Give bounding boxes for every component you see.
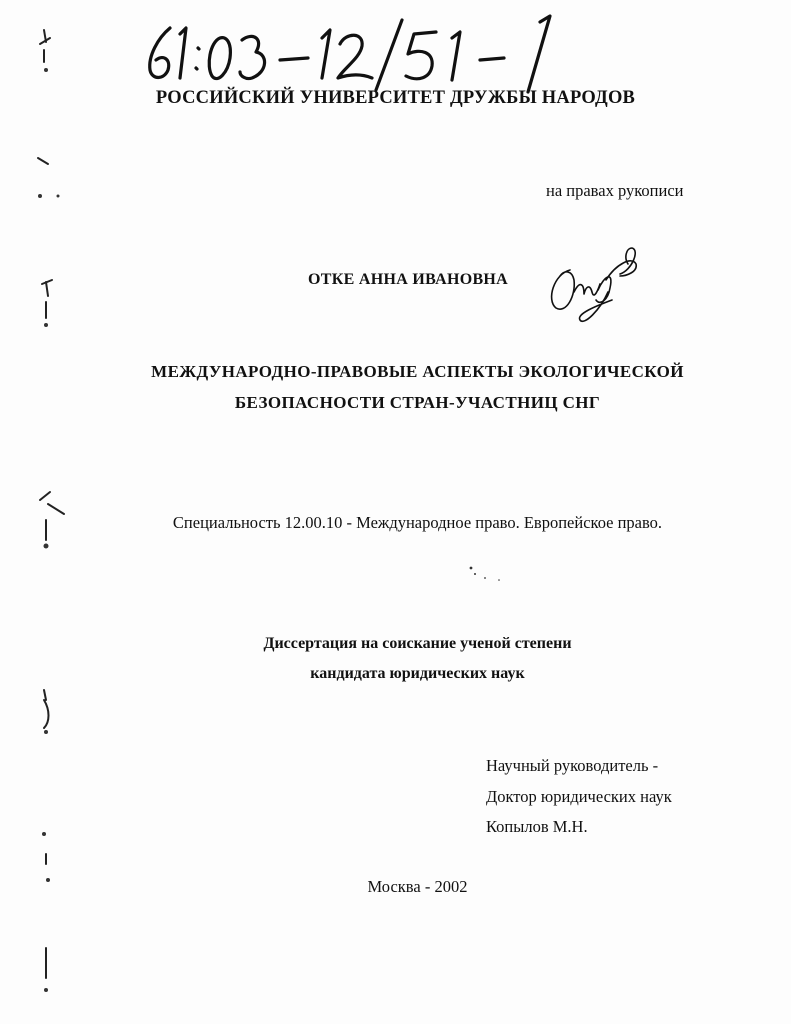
handwritten-catalog-code — [140, 8, 580, 100]
supervisor-name: Копылов М.Н. — [486, 817, 588, 836]
author-signature — [540, 240, 650, 330]
binding-margin-marks — [28, 0, 78, 1024]
supervisor-degree: Доктор юридических наук — [486, 787, 672, 806]
thesis-title-line-2: БЕЗОПАСНОСТИ СТРАН-УЧАСТНИЦ СНГ — [234, 393, 601, 412]
author-name: ОТКЕ АННА ИВАНОВНА — [308, 271, 509, 288]
scan-specks — [455, 560, 515, 590]
supervisor-title: Научный руководитель - — [486, 756, 659, 775]
specialty-line: Специальность 12.00.10 - Международное право. Европейское право. — [172, 513, 663, 532]
degree-statement-line-1: Диссертация на соискание ученой степени — [263, 635, 572, 652]
city-year: Москва - 2002 — [367, 877, 468, 896]
degree-statement-line-2: кандидата юридических наук — [310, 665, 525, 682]
manuscript-note: на правах рукописи — [546, 181, 684, 200]
university-name: РОССИЙСКИЙ УНИВЕРСИТЕТ ДРУЖБЫ НАРОДОВ — [155, 88, 636, 108]
thesis-title-line-1: МЕЖДУНАРОДНО-ПРАВОВЫЕ АСПЕКТЫ ЭКОЛОГИЧЕСКОЙ — [151, 362, 684, 381]
